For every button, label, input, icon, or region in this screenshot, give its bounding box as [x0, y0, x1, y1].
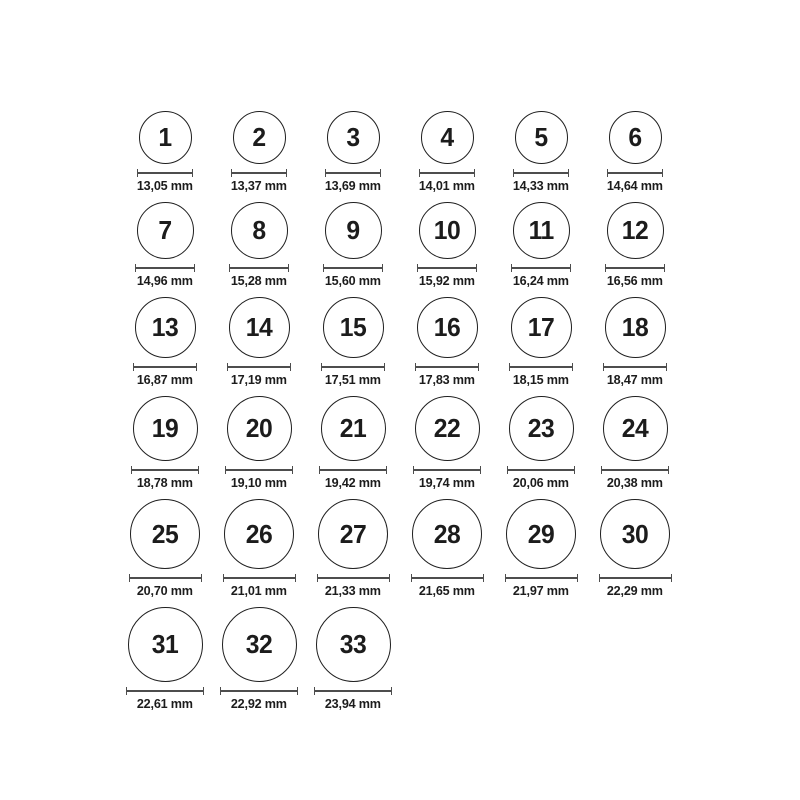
- ring-size-number: 10: [433, 215, 461, 245]
- ring-size-item: [306, 499, 400, 598]
- diameter-measure-line: [231, 169, 287, 177]
- ring-size-number: 12: [621, 215, 649, 245]
- ring-circle: [137, 202, 194, 259]
- ring-circle: [609, 111, 662, 164]
- diameter-measure-line: [413, 466, 481, 474]
- diameter-measure-line: [509, 363, 573, 371]
- ring-size-item: [212, 396, 306, 490]
- ring-size-item: [212, 297, 306, 387]
- diameter-measure-line: [135, 264, 195, 272]
- diameter-measure-line: [319, 466, 387, 474]
- diameter-measure-line: [323, 264, 383, 272]
- ring-size-number: 3: [346, 122, 360, 152]
- diameter-measure-line: [321, 363, 385, 371]
- ring-size-number: 22: [433, 413, 461, 443]
- ring-size-number: 26: [245, 518, 273, 549]
- ring-size-number: 17: [527, 312, 555, 342]
- ring-size-number: 16: [433, 312, 461, 342]
- ring-size-number: 31: [151, 629, 179, 659]
- ring-size-item: [494, 111, 588, 193]
- diameter-measure-line: [126, 687, 204, 695]
- ring-size-item: [118, 202, 212, 288]
- ring-circle: [229, 297, 290, 358]
- diameter-measure-line: [229, 264, 289, 272]
- diameter-measure-line: [419, 169, 475, 177]
- ring-circle: [325, 202, 382, 259]
- diameter-measure-line: [131, 466, 199, 474]
- diameter-label: 20,06 mm: [513, 475, 569, 490]
- ring-size-number: 4: [440, 122, 454, 152]
- diameter-measure-line: [505, 574, 578, 582]
- diameter-measure-line: [417, 264, 477, 272]
- diameter-measure-line: [513, 169, 569, 177]
- ring-size-number: 7: [158, 215, 172, 245]
- ring-size-item: [400, 297, 494, 387]
- ring-size-item: [588, 297, 682, 387]
- ring-size-item: [118, 111, 212, 193]
- ring-circle: [327, 111, 380, 164]
- chart-row: [118, 396, 682, 490]
- ring-circle: [316, 607, 391, 682]
- ring-size-item: [306, 396, 400, 490]
- diameter-measure-line: [607, 169, 663, 177]
- diameter-measure-line: [129, 574, 202, 582]
- ring-size-number: 21: [339, 413, 367, 443]
- ring-size-number: 15: [339, 312, 367, 342]
- ring-size-item: [306, 607, 400, 711]
- ring-circle: [227, 396, 292, 461]
- ring-circle: [222, 607, 297, 682]
- diameter-measure-line: [601, 466, 669, 474]
- diameter-measure-line: [317, 574, 390, 582]
- ring-circle: [318, 499, 388, 569]
- ring-circle: [233, 111, 286, 164]
- diameter-label: 14,01 mm: [419, 178, 475, 193]
- diameter-label: 13,69 mm: [325, 178, 381, 193]
- ring-circle: [415, 396, 480, 461]
- diameter-measure-line: [220, 687, 298, 695]
- ring-size-number: 25: [151, 518, 179, 549]
- ring-size-number: 18: [621, 312, 649, 342]
- ring-size-number: 8: [252, 215, 266, 245]
- diameter-label: 20,70 mm: [137, 583, 193, 598]
- diameter-label: 14,96 mm: [137, 273, 193, 288]
- ring-size-item: [306, 111, 400, 193]
- ring-size-number: 33: [339, 629, 367, 659]
- diameter-measure-line: [137, 169, 193, 177]
- ring-size-number: 23: [527, 413, 555, 443]
- ring-circle: [603, 396, 668, 461]
- ring-size-item: [494, 396, 588, 490]
- ring-size-number: 28: [433, 518, 461, 549]
- ring-circle: [323, 297, 384, 358]
- ring-size-item: [306, 202, 400, 288]
- diameter-measure-line: [325, 169, 381, 177]
- diameter-label: 18,47 mm: [607, 372, 663, 387]
- diameter-label: 18,15 mm: [513, 372, 569, 387]
- diameter-measure-line: [605, 264, 665, 272]
- ring-size-number: 20: [245, 413, 273, 443]
- ring-size-item: [306, 297, 400, 387]
- diameter-measure-line: [314, 687, 392, 695]
- ring-circle: [600, 499, 670, 569]
- diameter-label: 17,83 mm: [419, 372, 475, 387]
- ring-size-item: [588, 111, 682, 193]
- diameter-measure-line: [511, 264, 571, 272]
- ring-circle: [128, 607, 203, 682]
- diameter-label: 14,64 mm: [607, 178, 663, 193]
- ring-circle: [515, 111, 568, 164]
- ring-size-number: 32: [245, 629, 273, 659]
- ring-circle: [417, 297, 478, 358]
- ring-circle: [509, 396, 574, 461]
- diameter-measure-line: [507, 466, 575, 474]
- diameter-measure-line: [411, 574, 484, 582]
- ring-size-number: 24: [621, 413, 649, 443]
- ring-size-number: 1: [158, 122, 172, 152]
- chart-row: [118, 607, 682, 711]
- diameter-label: 16,56 mm: [607, 273, 663, 288]
- chart-row: [118, 111, 682, 193]
- diameter-label: 20,38 mm: [607, 475, 663, 490]
- diameter-measure-line: [603, 363, 667, 371]
- diameter-label: 21,97 mm: [513, 583, 569, 598]
- ring-size-item: [212, 499, 306, 598]
- ring-circle: [224, 499, 294, 569]
- ring-size-number: 14: [245, 312, 273, 342]
- diameter-label: 15,92 mm: [419, 273, 475, 288]
- diameter-measure-line: [415, 363, 479, 371]
- ring-circle: [231, 202, 288, 259]
- ring-circle: [139, 111, 192, 164]
- diameter-label: 22,61 mm: [137, 696, 193, 711]
- ring-size-item: [494, 499, 588, 598]
- chart-row: [118, 297, 682, 387]
- chart-row: [118, 499, 682, 598]
- ring-size-number: 27: [339, 518, 367, 549]
- diameter-label: 22,29 mm: [607, 583, 663, 598]
- ring-size-number: 2: [252, 122, 266, 152]
- ring-size-item: [400, 111, 494, 193]
- ring-size-item: [400, 202, 494, 288]
- diameter-label: 21,65 mm: [419, 583, 475, 598]
- diameter-label: 19,42 mm: [325, 475, 381, 490]
- ring-size-item: [494, 202, 588, 288]
- diameter-label: 15,60 mm: [325, 273, 381, 288]
- diameter-label: 14,33 mm: [513, 178, 569, 193]
- diameter-label: 23,94 mm: [325, 696, 381, 711]
- ring-size-item: [494, 297, 588, 387]
- ring-size-number: 5: [534, 122, 548, 152]
- ring-size-item: [118, 499, 212, 598]
- diameter-label: 17,51 mm: [325, 372, 381, 387]
- diameter-measure-line: [133, 363, 197, 371]
- ring-size-item: [400, 396, 494, 490]
- ring-circle: [412, 499, 482, 569]
- diameter-label: 13,37 mm: [231, 178, 287, 193]
- ring-circle: [607, 202, 664, 259]
- diameter-label: 18,78 mm: [137, 475, 193, 490]
- ring-size-item: [588, 499, 682, 598]
- diameter-label: 13,05 mm: [137, 178, 193, 193]
- diameter-label: 19,74 mm: [419, 475, 475, 490]
- ring-size-item: [212, 607, 306, 711]
- diameter-label: 16,87 mm: [137, 372, 193, 387]
- diameter-label: 21,01 mm: [231, 583, 287, 598]
- ring-circle: [421, 111, 474, 164]
- diameter-measure-line: [225, 466, 293, 474]
- ring-size-number: 13: [151, 312, 179, 342]
- ring-circle: [506, 499, 576, 569]
- diameter-measure-line: [223, 574, 296, 582]
- diameter-label: 21,33 mm: [325, 583, 381, 598]
- ring-size-item: [588, 396, 682, 490]
- ring-size-item: [212, 111, 306, 193]
- diameter-measure-line: [227, 363, 291, 371]
- ring-size-item: [118, 396, 212, 490]
- ring-size-number: 6: [628, 122, 642, 152]
- diameter-label: 19,10 mm: [231, 475, 287, 490]
- chart-row: [118, 202, 682, 288]
- ring-circle: [605, 297, 666, 358]
- ring-circle: [513, 202, 570, 259]
- ring-circle: [321, 396, 386, 461]
- ring-circle: [511, 297, 572, 358]
- ring-circle: [419, 202, 476, 259]
- ring-circle: [135, 297, 196, 358]
- diameter-label: 17,19 mm: [231, 372, 287, 387]
- diameter-measure-line: [599, 574, 672, 582]
- ring-circle: [133, 396, 198, 461]
- ring-size-item: [400, 499, 494, 598]
- ring-size-number: 11: [528, 215, 554, 245]
- ring-circle: [130, 499, 200, 569]
- ring-size-item: [118, 607, 212, 711]
- ring-size-number: 29: [527, 518, 555, 549]
- ring-size-item: [212, 202, 306, 288]
- ring-size-chart: [118, 0, 682, 711]
- ring-size-item: [118, 297, 212, 387]
- ring-size-number: 30: [621, 518, 649, 549]
- diameter-label: 22,92 mm: [231, 696, 287, 711]
- ring-size-number: 9: [346, 215, 360, 245]
- diameter-label: 16,24 mm: [513, 273, 569, 288]
- ring-size-item: [588, 202, 682, 288]
- diameter-label: 15,28 mm: [231, 273, 287, 288]
- ring-size-number: 19: [151, 413, 179, 443]
